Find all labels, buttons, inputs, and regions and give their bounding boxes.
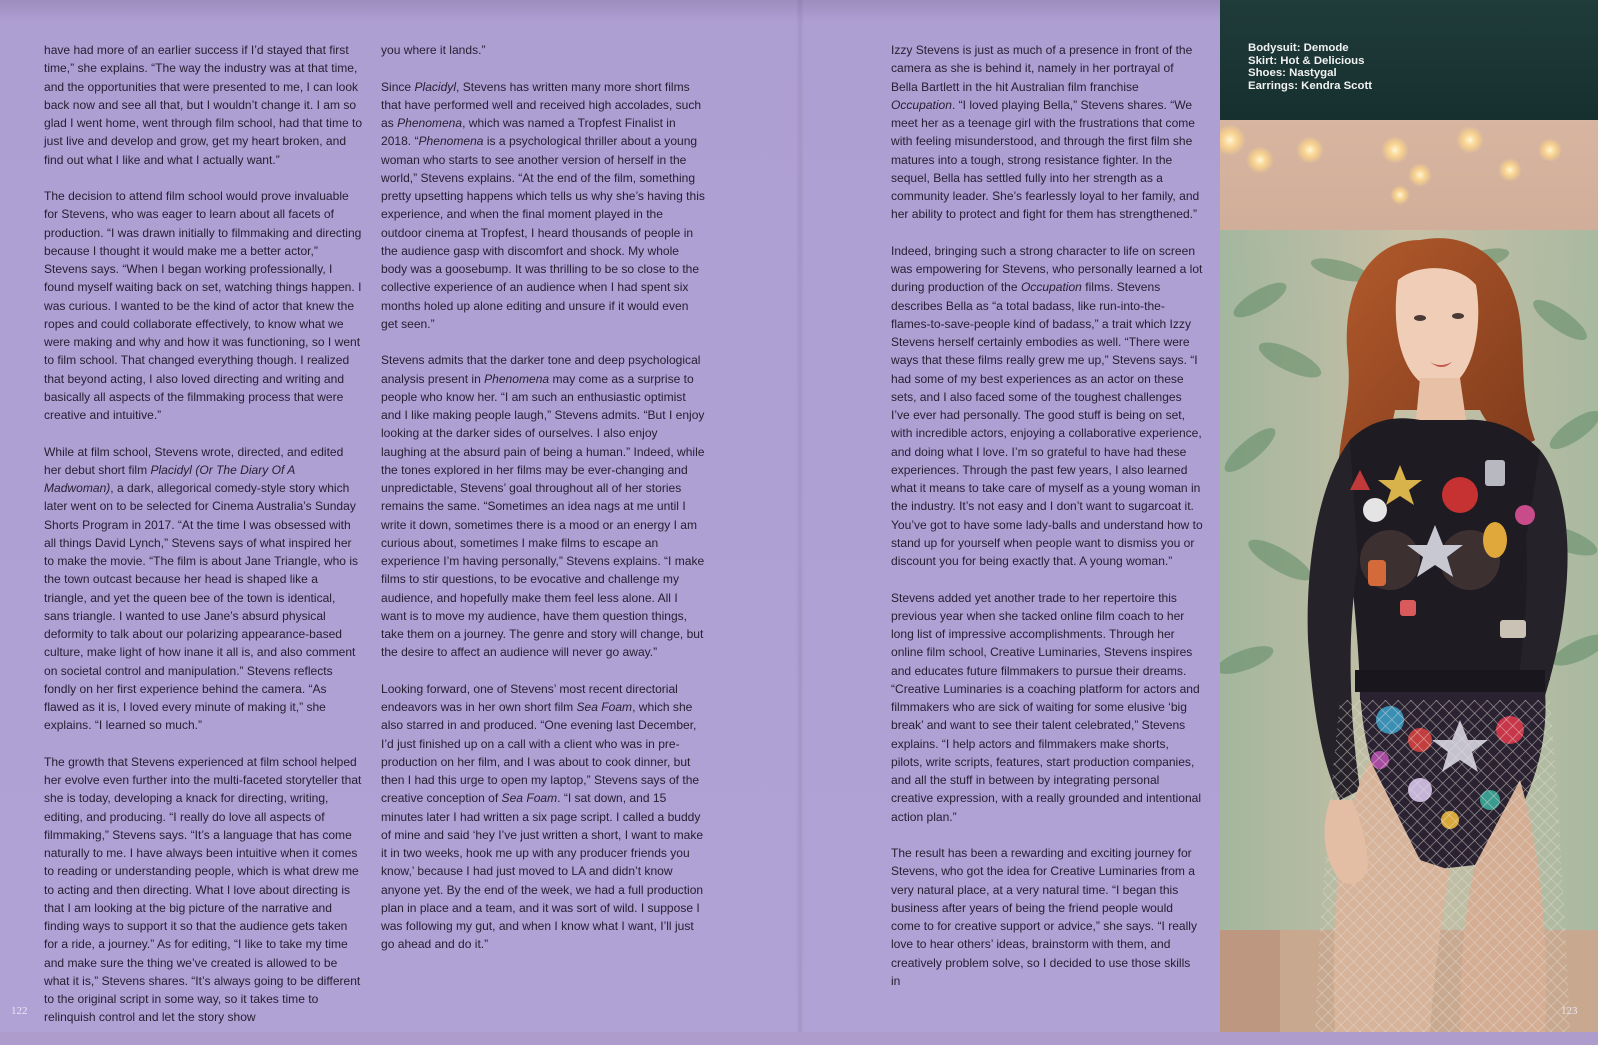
- paragraph: Indeed, bringing such a strong character to life on screen was empowering for Stevens, who personally learned a lot during production of the Occupation films. Stevens describes Bella as “a total badass, like run-into-the-flames-to-save-people kind of badass,” a trait which Izzy Stevens herself certainly embodies as well. “There were ways that these films really grew me up,” Stevens says. “I had some of my best experiences as an actor on these sets, and I also faced some of the toughest challenges I’ve ever had personally. The good stuff is being on set, with incredible actors, enjoying a collaborative experience, and doing what I love. I’m so grateful to have had these experiences. Through the past few years, I also learned what it means to take care of myself as a young woman in the industry. It’s not easy and I don’t want to sugarcoat it. You’ve got to have some lady-balls and understand how to stand up for yourself when people want to dismiss you or discount you for being exactly that. A young woman.”: [891, 243, 1203, 568]
- portrait-photo-icon: [1220, 0, 1598, 1032]
- paragraph: Izzy Stevens is just as much of a presence in front of the camera as she is behind it, namely in her portrayal of Bella Bartlett in the hit Australian film franchise Occupation. “I loved playing Bella,” Stevens shares. “We meet her as a teenage girl with the frustrations that come with feeling misunderstood, and through the first film she matures into a tough, strong resistance fighter. In the sequel, Bella has settled fully into her strength as a community leader. She’s fearlessly loyal to her family, and her ability to protect and fight for them has strengthened.”: [891, 43, 1200, 222]
- page-gutter: [796, 0, 804, 1032]
- page-number-right: 123: [1561, 1005, 1578, 1017]
- paragraph: The result has been a rewarding and exciting journey for Stevens, who got the idea for Creative Luminaries from a very natural place, at a very natural time. “I began this business after years of being the friend people would come to for creative support or advice,” she says. “I really love to hear others’ ideas, brainstorm with them, and creatively problem solve, so I decided to use those skills in: [891, 846, 1197, 988]
- credit-line: Skirt: Hot & Delicious: [1248, 54, 1365, 67]
- paragraph: While at film school, Stevens wrote, directed, and edited her debut short film Placidyl (Or The Diary Of A Madwoman), a dark, allegorical comedy-style story which later went on to be selected for Cinema Australia’s Sunday Shorts Program in 2017. “At the time I was obsessed with all things David Lynch,” Stevens says of what inspired her to make the movie. “The film is about Jane Triangle, who is the town outcast because her head is shaped like a triangle, and yet the queen bee of the town is identical, sans triangle. I wanted to use Jane’s absurd physical deformity to talk about our polarizing appearance-based culture, make light of how inane it all is, and also comment on societal control and manipulation.” Stevens reflects fondly on her first experience behind the camera. “As flawed as it is, I loved every minute of making it,” she explains. “I learned so much.”: [44, 444, 359, 733]
- wardrobe-credits: [1248, 42, 1372, 92]
- paragraph: Stevens admits that the darker tone and deep psychological analysis present in Phenomena may come as a surprise to people who know her. “I am such an enthusiastic optimist and I like making people laugh,” Stevens admits. “But I enjoy looking at the darker sides of ourselves. I also enjoy laughing at the absurd pain of being a human.” Indeed, while the tones explored in her films may be ever-changing and unpredictable, Stevens’ goal throughout all of her stories remains the same. “Sometimes an idea nags at me until I write it down, sometimes there is a mood or an energy I am curious about, sometimes I make films to escape an experience I’m having personally,” Stevens explains. “I make films to stir questions, to be evocative and challenge my audience, and hopefully make them feel less alone. All I want is to move my audience, have them question things, take them on a journey. The genre and story will change, but the desire to affect an audience will never go away.”: [381, 353, 705, 660]
- article-column-3: [891, 41, 1203, 1008]
- paragraph: The growth that Stevens experienced at film school helped her evolve even further into the multi-faceted storyteller that she is today, developing a knack for directing, writing, editing, and producing. “I really do love all aspects of filmmaking,” Stevens says. “It’s a language that has come naturally to me. I have always been intuitive when it comes to reading or understanding people, which is what drew me to acting and then directing. What I love about directing is that I am looking at the big picture of the narrative and finding ways to support it so that the audience gets taken for a ride, a journey.” As for editing, “I like to take my time and make sure the thing we’ve created is allowed to be what it is,” Stevens shares. “It’s always going to be different to the original script in some way, so it takes time to relinquish control and let the story show: [44, 754, 362, 1025]
- article-column-2: [381, 41, 706, 972]
- paragraph: Looking forward, one of Stevens’ most recent directorial endeavors was in her own short film Sea Foam, which she also starred in and produced. “One evening last December, I’d just finished up on a call with a client who was in pre-production on her film, and I was about to cook dinner, but then I had this urge to open my laptop,” Stevens says of the creative conception of Sea Foam. “I sat down, and 15 minutes later I had written a six page script. I called a buddy of mine and said ‘hey I’ve just written a short, I want to make it in two weeks, hook me up with any producer friends you know,’ because I had just moved to LA and didn’t know anyone yet. By the end of the week, we had a full production plan in place and a team, and it was sort of wild. I suppose I was following my gut, and when I know what I want, I’ll just go ahead and do it.”: [381, 681, 704, 952]
- paragraph: The decision to attend film school would prove invaluable for Stevens, who was eager to learn about all facets of production. “I was drawn initially to filmmaking and directing because I thought it would make me a better actor,” Stevens says. “When I began working professionally, I found myself waiting back on set, watching things happen. I was curious. I wanted to be the kind of actor that knew the ropes and could collaborate effectively, to know what we were making and why and how it was functioning, so I went to film school. That changed everything though. I realized that beyond acting, I also loved directing and writing and basically all aspects of the filmmaking process that were creative and intuitive.”: [44, 189, 362, 422]
- page-number-left: 122: [11, 1005, 28, 1017]
- paragraph: Stevens added yet another trade to her repertoire this previous year when she tacked online film coach to her long list of impressive accomplishments. Through her online film school, Creative Luminaries, Stevens inspires and educates future filmmakers to pursue their dreams. “Creative Luminaries is a coaching platform for actors and filmmakers who are sick of waiting for some elusive ‘big break’ and want to see their talent celebrated,” Stevens explains. “I help actors and filmmakers make shorts, pilots, write scripts, features, start production companies, and all the stuff in between by integrating personal creative expression, with a really grounded and intentional action plan.”: [891, 590, 1202, 824]
- credit-line: Shoes: Nastygal: [1248, 67, 1337, 80]
- paragraph: Since Placidyl, Stevens has written many more short films that have performed well and received high accolades, such as Phenomena, which was named a Tropfest Finalist in 2018. “Phenomena is a psychological thriller about a young woman who starts to see another version of herself in the world,” Stevens explains. “At the end of the film, something pretty upsetting happens which tells us why she’s having this experience, and when the final moment played in the outdoor cinema at Tropfest, I heard thousands of people in the audience gasp with discomfort and shock. My whole body was a goosebump. It was thrilling to be so close to the collective experience of an audience when I had spent six months holed up alone editing and unsure if it would even get seen.”: [381, 79, 705, 331]
- paragraph: you where it lands.”: [381, 43, 486, 57]
- article-column-1: [44, 41, 364, 1045]
- credit-line: Earrings: Kendra Scott: [1248, 79, 1373, 92]
- credit-line: Bodysuit: Demode: [1248, 42, 1349, 54]
- portrait-photo: [1220, 0, 1598, 1032]
- paragraph: have had more of an earlier success if I’d stayed that first time,” she explains. “The way the industry was at that time, and the opportunities that were presented to me, I can look back now and see all that, but I wouldn’t change it. I am so glad I went home, went through film school, had that time to just live and develop and grow, get my heart broken, and find out what I like and what I actually want.”: [44, 43, 363, 167]
